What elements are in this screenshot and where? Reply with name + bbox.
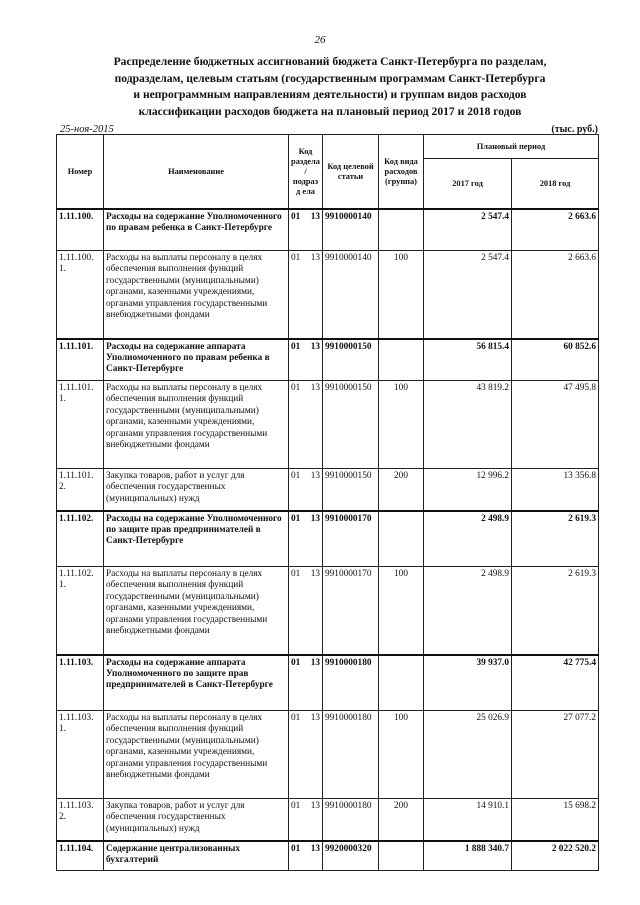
table-row bbox=[57, 567, 599, 655]
row-article-code: 9910000140 bbox=[323, 251, 379, 339]
row-amount-2017: 12 996.2 bbox=[424, 469, 512, 511]
table-row bbox=[57, 511, 599, 567]
section-code: 01 bbox=[291, 211, 301, 222]
subsection-code: 13 bbox=[310, 383, 320, 393]
row-section-code bbox=[289, 381, 323, 469]
row-group-code bbox=[379, 841, 424, 871]
header-year-2018: 2018 год bbox=[512, 159, 599, 209]
row-name: Расходы на содержание аппарата Уполномоченного по правам ребенка в Санкт-Петербурге bbox=[104, 339, 289, 381]
row-amount-2017: 56 815.4 bbox=[424, 339, 512, 381]
row-name: Закупка товаров, работ и услуг для обеспечения государственных (муниципальных) нужд bbox=[104, 469, 289, 511]
row-group-code bbox=[379, 655, 424, 711]
row-number: 1.11.101. bbox=[57, 339, 104, 381]
section-code: 01 bbox=[291, 713, 301, 723]
row-name: Расходы на выплаты персоналу в целях обеспечения выполнения функций государственными (муниципальными) органами, казенными учреждениями, органами управления государственными внебюджетными фондами bbox=[104, 711, 289, 799]
row-amount-2017: 1 888 340.7 bbox=[424, 841, 512, 871]
table-row bbox=[57, 711, 599, 799]
row-number: 1.11.100. 1. bbox=[57, 251, 104, 339]
row-amount-2018: 27 077.2 bbox=[512, 711, 599, 799]
subsection-code: 13 bbox=[310, 253, 320, 263]
row-article-code: 9910000180 bbox=[323, 799, 379, 841]
row-group-code: 200 bbox=[379, 799, 424, 841]
row-amount-2017: 14 910.1 bbox=[424, 799, 512, 841]
document-title bbox=[70, 54, 590, 120]
title-line: классификации расходов бюджета на плановый период 2017 и 2018 годов bbox=[138, 104, 522, 118]
row-amount-2017: 2 547.4 bbox=[424, 251, 512, 339]
row-amount-2018: 47 495.8 bbox=[512, 381, 599, 469]
row-number: 1.11.103. bbox=[57, 655, 104, 711]
row-section-code bbox=[289, 339, 323, 381]
row-article-code: 9910000150 bbox=[323, 381, 379, 469]
row-section-code bbox=[289, 567, 323, 655]
table-row bbox=[57, 209, 599, 251]
section-code: 01 bbox=[291, 843, 301, 854]
row-article-code: 9910000180 bbox=[323, 655, 379, 711]
row-amount-2017: 2 547.4 bbox=[424, 209, 512, 251]
row-amount-2018: 2 663.6 bbox=[512, 209, 599, 251]
header-number: Номер bbox=[57, 135, 104, 209]
row-amount-2018: 2 619.3 bbox=[512, 511, 599, 567]
row-group-code bbox=[379, 511, 424, 567]
row-section-code bbox=[289, 711, 323, 799]
row-name: Расходы на выплаты персоналу в целях обеспечения выполнения функций государственными (муниципальными) органами, казенными учреждениями, органами управления государственными внебюджетными фондами bbox=[104, 381, 289, 469]
row-name: Расходы на содержание Уполномоченного по защите прав предпринимателей в Санкт-Петербурге bbox=[104, 511, 289, 567]
row-group-code: 100 bbox=[379, 567, 424, 655]
section-code: 01 bbox=[291, 253, 301, 263]
header-name: Наименование bbox=[104, 135, 289, 209]
row-amount-2017: 43 819.2 bbox=[424, 381, 512, 469]
row-group-code bbox=[379, 339, 424, 381]
subsection-code: 13 bbox=[310, 211, 320, 222]
row-group-code: 100 bbox=[379, 251, 424, 339]
row-section-code bbox=[289, 209, 323, 251]
section-code: 01 bbox=[291, 513, 301, 524]
header-planned-period: Плановый период bbox=[424, 135, 599, 159]
table-row bbox=[57, 841, 599, 871]
row-name: Расходы на содержание Уполномоченного по правам ребенка в Санкт-Петербурге bbox=[104, 209, 289, 251]
subsection-code: 13 bbox=[310, 341, 320, 352]
row-name: Расходы на выплаты персоналу в целях обеспечения выполнения функций государственными (муниципальными) органами, казенными учреждениями, органами управления государственными внебюджетными фондами bbox=[104, 251, 289, 339]
header-group-code: Код вида расходов (группа) bbox=[379, 135, 424, 209]
subsection-code: 13 bbox=[310, 843, 320, 854]
row-amount-2018: 42 775.4 bbox=[512, 655, 599, 711]
row-section-code bbox=[289, 511, 323, 567]
table-row bbox=[57, 339, 599, 381]
row-number: 1.11.103. 1. bbox=[57, 711, 104, 799]
section-code: 01 bbox=[291, 471, 301, 481]
row-number: 1.11.102. bbox=[57, 511, 104, 567]
row-article-code: 9920000320 bbox=[323, 841, 379, 871]
title-line: подразделам, целевым статьям (государственным программам Санкт-Петербурга bbox=[114, 71, 546, 85]
section-code: 01 bbox=[291, 341, 301, 352]
budget-table bbox=[56, 134, 599, 871]
row-amount-2018: 60 852.6 bbox=[512, 339, 599, 381]
document-date: 25-ноя-2015 bbox=[60, 124, 114, 135]
row-name: Содержание централизованных бухгалтерий bbox=[104, 841, 289, 871]
row-number: 1.11.101. 1. bbox=[57, 381, 104, 469]
subsection-code: 13 bbox=[310, 513, 320, 524]
row-number: 1.11.104. bbox=[57, 841, 104, 871]
header-article-code: Код целевой статьи bbox=[323, 135, 379, 209]
row-amount-2017: 2 498.9 bbox=[424, 511, 512, 567]
section-code: 01 bbox=[291, 383, 301, 393]
row-section-code bbox=[289, 251, 323, 339]
row-group-code: 100 bbox=[379, 711, 424, 799]
table-row bbox=[57, 251, 599, 339]
row-number: 1.11.103. 2. bbox=[57, 799, 104, 841]
header-year-2017: 2017 год bbox=[424, 159, 512, 209]
row-amount-2017: 25 026.9 bbox=[424, 711, 512, 799]
row-number: 1.11.102. 1. bbox=[57, 567, 104, 655]
title-line: Распределение бюджетных ассигнований бюджета Санкт-Петербурга по разделам, bbox=[113, 55, 547, 68]
row-group-code bbox=[379, 209, 424, 251]
row-article-code: 9910000140 bbox=[323, 209, 379, 251]
table-row bbox=[57, 655, 599, 711]
row-section-code bbox=[289, 655, 323, 711]
section-code: 01 bbox=[291, 801, 301, 811]
row-article-code: 9910000170 bbox=[323, 511, 379, 567]
title-line: и непрограммным направлениям деятельности) и группам видов расходов bbox=[133, 88, 527, 101]
row-number: 1.11.101. 2. bbox=[57, 469, 104, 511]
row-amount-2018: 2 619.3 bbox=[512, 567, 599, 655]
row-amount-2018: 2 663.6 bbox=[512, 251, 599, 339]
header-section-code: Код раздела/ подразд ела bbox=[289, 135, 323, 209]
section-code: 01 bbox=[291, 569, 301, 579]
row-section-code bbox=[289, 469, 323, 511]
row-amount-2017: 2 498.9 bbox=[424, 567, 512, 655]
subsection-code: 13 bbox=[310, 801, 320, 811]
row-group-code: 200 bbox=[379, 469, 424, 511]
page-number: 26 bbox=[314, 34, 326, 46]
row-amount-2018: 15 698.2 bbox=[512, 799, 599, 841]
row-section-code bbox=[289, 841, 323, 871]
row-article-code: 9910000180 bbox=[323, 711, 379, 799]
row-amount-2017: 39 937.0 bbox=[424, 655, 512, 711]
row-section-code bbox=[289, 799, 323, 841]
subsection-code: 13 bbox=[310, 471, 320, 481]
subsection-code: 13 bbox=[310, 569, 320, 579]
row-name: Расходы на содержание аппарата Уполномоченного по защите прав предпринимателей в Санкт-Петербурге bbox=[104, 655, 289, 711]
table-row bbox=[57, 469, 599, 511]
subsection-code: 13 bbox=[310, 713, 320, 723]
table-row bbox=[57, 799, 599, 841]
row-article-code: 9910000170 bbox=[323, 567, 379, 655]
row-amount-2018: 13 356.8 bbox=[512, 469, 599, 511]
row-article-code: 9910000150 bbox=[323, 469, 379, 511]
row-amount-2018: 2 022 520.2 bbox=[512, 841, 599, 871]
row-number: 1.11.100. bbox=[57, 209, 104, 251]
row-article-code: 9910000150 bbox=[323, 339, 379, 381]
table-row bbox=[57, 381, 599, 469]
section-code: 01 bbox=[291, 657, 301, 668]
unit-label: (тыс. руб.) bbox=[551, 124, 598, 135]
subsection-code: 13 bbox=[310, 657, 320, 668]
row-name: Закупка товаров, работ и услуг для обеспечения государственных (муниципальных) нужд bbox=[104, 799, 289, 841]
row-name: Расходы на выплаты персоналу в целях обеспечения выполнения функций государственными (муниципальными) органами, казенными учреждениями, органами управления государственными внебюджетными фондами bbox=[104, 567, 289, 655]
row-group-code: 100 bbox=[379, 381, 424, 469]
